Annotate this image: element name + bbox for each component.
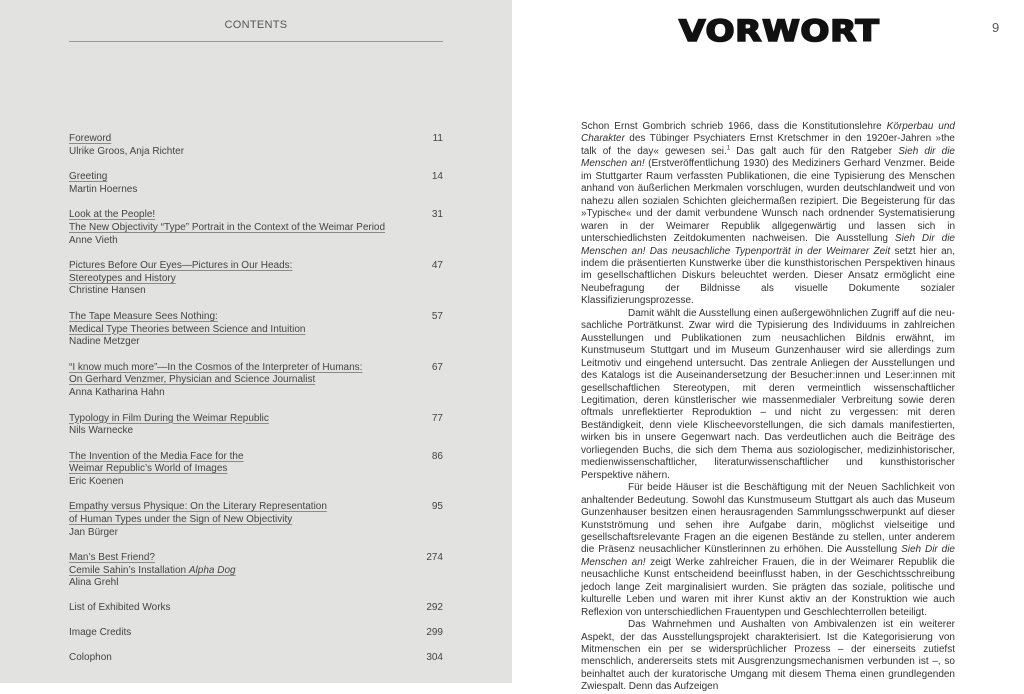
- toc-page-number: 292: [426, 602, 443, 614]
- toc-title[interactable]: Cemile Sahin’s Installation Alpha Dog: [69, 564, 236, 576]
- toc-entry[interactable]: [69, 209, 443, 247]
- body-paragraph: [581, 121, 955, 308]
- toc-title[interactable]: Empathy versus Physique: On the Literary Representation: [69, 501, 327, 513]
- body-text: [581, 121, 955, 694]
- toc-title[interactable]: On Gerhard Venzmer, Physician and Science Journalist: [69, 374, 316, 386]
- toc-entry[interactable]: [69, 552, 443, 590]
- text-run: setzt hier an, indem die präsentierten Kunstwerke über die kunsthistorischen Perspektiven hinaus im gesellschaftlichen Diskurs beleuchtet werden. Dieser Ansatz ermöglicht eine Neubefragung der Bildnisse als visuelle Dokumente sozialer Klassifizierungsprozesse.: [581, 245, 955, 307]
- toc-page-number: 67: [431, 361, 443, 373]
- toc-page-number: 11: [432, 133, 443, 144]
- toc-title[interactable]: The New Objectivity “Type” Portrait in the Context of the Weimar Period: [69, 221, 386, 233]
- italic-title: Sieh dir die Menschen an!: [581, 145, 955, 170]
- toc-page-number: 274: [426, 552, 443, 564]
- toc-page-number: 14: [431, 171, 443, 183]
- toc-title[interactable]: Foreword: [69, 133, 112, 144]
- toc-title[interactable]: Image Credits: [69, 627, 132, 639]
- toc-author: Martin Hoernes: [69, 183, 138, 195]
- toc-title[interactable]: The Invention of the Media Face for the: [69, 450, 244, 462]
- toc-page-number: 47: [431, 260, 443, 272]
- body-paragraph: [581, 308, 955, 482]
- text-run: zeigt Werke zahlreicher Frauen, die in der Weimarer Republik die neusachliche Kunst entscheidend beeinflusst haben, in der Geschichtsschreibung jedoch lange Zeit marginalisiert wurden. Sie prägten das soziale, politische und kulturelle Leben und waren mit ihrer Kunst aktiv an der Konstruktion wie auch Reflexion von unterschiedlichen Frauentypen und Geschlechterrollen beteiligt.: [581, 556, 955, 618]
- toc-entry[interactable]: [69, 260, 443, 298]
- toc-author: Alina Grehl: [69, 577, 119, 589]
- contents-page: [0, 0, 512, 683]
- toc-title[interactable]: Stereotypes and History: [69, 272, 176, 284]
- text-run: Das Wahrnehmen und Aushalten von Ambivalenzen ist ein weiterer Aspekt, der das Ausstellungsprojekt charakterisiert. Ist die Kategorisierung von Mitmenschen ein per se widersprüchlicher Prozess – der einerseits zutiefst menschlich, andererseits stets mit Ausgrenzungsmechanismen verbunden ist –, so beinhaltet auch der kuratorische Umgang mit diesem Thema einen grundlegenden Zwiespalt. Denn das Aufzeigen: [581, 619, 955, 693]
- text-run: Schon Ernst Gombrich schrieb 1966, dass die Konstitutionslehre: [581, 121, 887, 132]
- toc-author: Eric Koenen: [69, 475, 124, 487]
- toc-page-number: 31: [431, 209, 443, 221]
- toc-entry[interactable]: [69, 451, 443, 489]
- italic-title: Sieh Dir die Menschen an!: [581, 544, 955, 568]
- toc-page-number: 57: [431, 310, 443, 322]
- header-divider: [69, 41, 443, 42]
- toc-entry[interactable]: [69, 652, 443, 665]
- toc-title[interactable]: Man’s Best Friend?: [69, 552, 155, 564]
- toc-title[interactable]: Typology in Film During the Weimar Republic: [69, 412, 269, 424]
- italic-title: Sieh Dir die Menschen an! Das neusachliche Typenporträt in der Weimarer Zeit: [581, 233, 955, 257]
- text-run: des Tübinger Psychiaters Ernst Kretschmer in den 1920er-Jahren »the talk of the day« gewesen sei.: [581, 133, 955, 157]
- toc-title[interactable]: Pictures Before Our Eyes—Pictures in Our Heads:: [69, 260, 293, 272]
- page-number: 9: [992, 20, 1000, 35]
- toc-title[interactable]: “I know much more”—In the Cosmos of the Interpreter of Humans:: [69, 361, 363, 373]
- toc-author: Anna Katharina Hahn: [69, 386, 165, 398]
- toc-entry[interactable]: [69, 602, 443, 615]
- toc-author: Jan Bürger: [69, 526, 118, 538]
- toc-entry[interactable]: [69, 362, 443, 400]
- toc-entry[interactable]: [69, 627, 443, 640]
- toc-page-number: 77: [431, 412, 443, 424]
- toc-author: Christine Hansen: [69, 285, 146, 297]
- text-run: (Erstveröffentlichung 1930) des Mediziners Gerhard Venzmer. Beide im Stuttgarter Raum verfassten Publikationen, die eine Typisierung des Menschen anhand von äußerlichen Merkmalen vorschlugen, wurden deutschlandweit und von nahezu allen sozialen Schichten gleichermaßen rezipiert. Die Begeisterung für das »Typische« und der damit verbundene Wunsch nach ordnender Systematisierung waren in der Weimarer Republik allgegenwärtig und lassen sich in unterschiedlichsten Zeitdokumenten nachweisen. Die Ausstellung: [581, 158, 955, 245]
- toc-page-number: 299: [426, 627, 443, 639]
- toc-entry[interactable]: [69, 171, 443, 196]
- text-run: Das galt auch für den Ratgeber: [730, 145, 899, 157]
- toc-page-number: 86: [431, 450, 443, 462]
- toc-entry[interactable]: [69, 501, 443, 539]
- toc-entry[interactable]: [69, 133, 443, 158]
- toc-author: Ulrike Groos, Anja Richter: [69, 145, 185, 157]
- body-paragraph: [581, 619, 955, 694]
- toc-title[interactable]: Colophon: [69, 652, 112, 664]
- toc-title-italic: Alpha Dog: [188, 564, 236, 576]
- text-run: Damit wählt die Ausstellung einen außergewöhnlichen Zugriff auf die neusachliche Porträtkunst. Zwar wird die Typisierung des Individuums in zahlreichen Ausstellungen und Publikationen zum neusachlichen Bildnis erwähnt, im Kunstmuseum Stuttgart und im Museum Gunzenhauser wird sie allerdings zum Leitmotiv und eingehend untersucht. Das zentrale Anliegen der Ausstellungen und des Katalogs ist die Auseinandersetzung der Besucher:innen und Leser:innen mit gesellschaftlichen Stereotypen, mit deren vermeintlich wissenschaftlicher Legitimation, deren künstlerischer wie massenmedialer Verbreitung sowie deren oftmals unreflektierter Reproduktion – und nicht zu vergessen: mit deren Beständigkeit, denn viele Klischeevorstellungen, die sich damals manifestierten, wirken bis in unsere Gegenwart nach. Das verdeutlichen auch die Beiträge des vorliegenden Buchs, die sich dem Thema aus soziologischer, medizinhistorischer, medienwissenschaftlicher, literaturwissenschaftlicher und kunsthistorischer Perspektive nähern.: [581, 307, 955, 481]
- table-of-contents: [69, 133, 443, 665]
- contents-header: CONTENTS: [224, 19, 288, 31]
- toc-title[interactable]: List of Exhibited Works: [69, 602, 171, 614]
- toc-author: Nadine Metzger: [69, 336, 140, 348]
- toc-entry[interactable]: [69, 311, 443, 349]
- page-title: VORWORT: [679, 14, 880, 48]
- toc-title[interactable]: Look at the People!: [69, 209, 156, 221]
- toc-title[interactable]: Greeting: [69, 171, 108, 183]
- toc-author: Anne Vieth: [69, 234, 118, 246]
- toc-page-number: 95: [431, 501, 443, 513]
- text-run: Für beide Häuser ist die Beschäftigung mit der Neuen Sachlichkeit von anhaltender Bedeutung. Sowohl das Kunstmuseum Stuttgart als auch das Museum Gunzenhauser besitzen einen herausragenden Sammlungsschwerpunkt auf dieser Kunstströmung und sehen ihre Aufgabe darin, möglichst vielseitige und gesellschaftsrelevante Fragen an die eigenen Bestände zu stellen, unter anderem die Präsenz neusachlicher Künstlerinnen zu erhöhen. Die Ausstellung: [581, 482, 955, 556]
- toc-title[interactable]: Medical Type Theories between Science and Intuition: [69, 323, 306, 335]
- toc-title[interactable]: of Human Types under the Sign of New Objectivity: [69, 514, 293, 526]
- toc-page-number: 304: [426, 652, 443, 664]
- toc-author: Nils Warnecke: [69, 425, 134, 437]
- body-paragraph: [581, 482, 955, 619]
- italic-title: Körperbau und Charakter: [581, 121, 955, 145]
- toc-entry[interactable]: [69, 413, 443, 438]
- toc-title[interactable]: Weimar Republic’s World of Images: [69, 463, 228, 475]
- footnote-ref[interactable]: 1: [726, 145, 731, 152]
- toc-title[interactable]: The Tape Measure Sees Nothing:: [69, 310, 218, 322]
